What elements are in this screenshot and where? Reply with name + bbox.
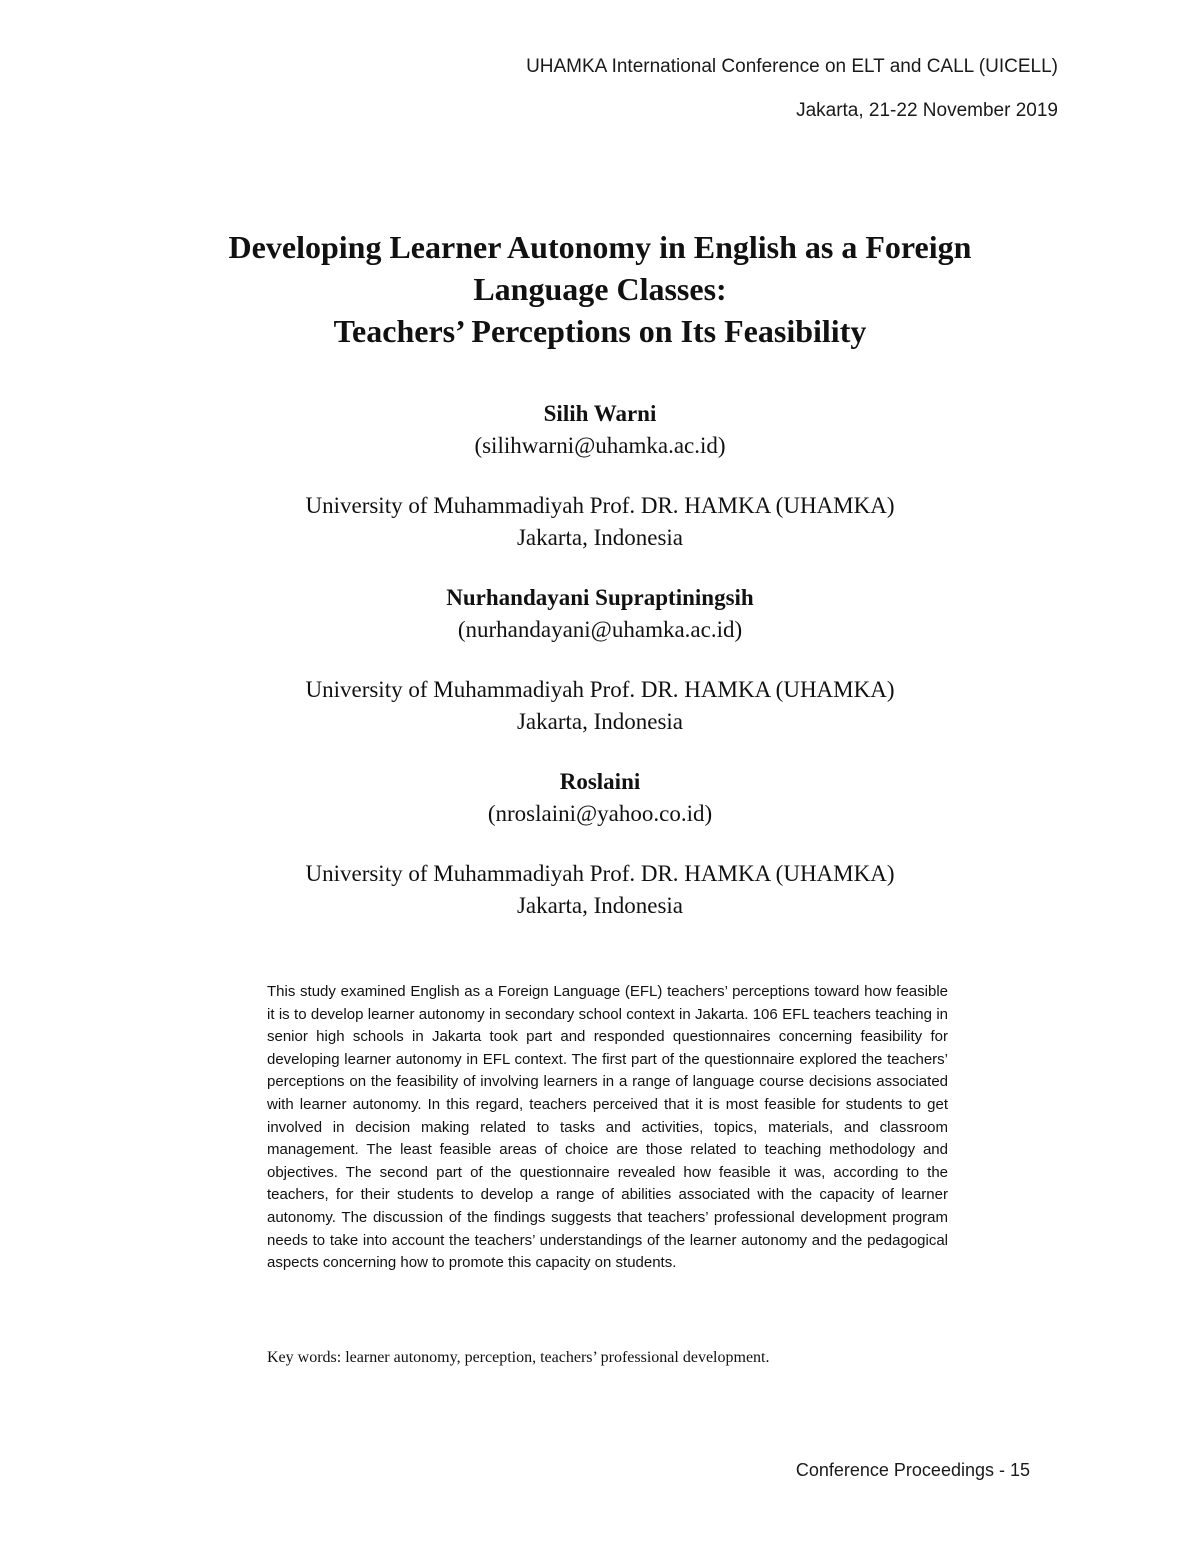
running-header-date: Jakarta, 21-22 November 2019 (796, 100, 1058, 121)
author-name: Roslaini (559, 769, 641, 794)
author-location: Jakarta, Indonesia (516, 709, 684, 734)
author-name: Silih Warni (543, 401, 657, 426)
author-email: (nroslaini@yahoo.co.id) (487, 801, 713, 826)
author-email: (silihwarni@uhamka.ac.id) (474, 433, 726, 458)
author-block (100, 766, 1100, 922)
author-block (100, 582, 1100, 738)
author-affiliation: University of Muhammadiyah Prof. DR. HAMKA (UHAMKA) (305, 493, 895, 518)
page-footer: Conference Proceedings - 15 (795, 1460, 1030, 1480)
running-header-conference: UHAMKA International Conference on ELT and CALL (UICELL) (526, 56, 1058, 77)
author-affiliation: University of Muhammadiyah Prof. DR. HAMKA (UHAMKA) (305, 677, 895, 702)
paper-title-line-2: Language Classes: (473, 271, 727, 307)
author-affiliation: University of Muhammadiyah Prof. DR. HAMKA (UHAMKA) (305, 861, 895, 886)
author-name: Nurhandayani Supraptiningsih (446, 585, 754, 610)
author-block (100, 398, 1100, 554)
paper-title-line-1: Developing Learner Autonomy in English as a Foreign (228, 229, 972, 265)
author-list (100, 398, 1100, 950)
author-location: Jakarta, Indonesia (516, 525, 684, 550)
paper-title (100, 226, 1100, 352)
author-location: Jakarta, Indonesia (516, 893, 684, 918)
keywords: Key words: learner autonomy, perception, teachers’ professional development. (267, 1349, 770, 1366)
abstract-text: This study examined English as a Foreign Language (EFL) teachers’ perceptions toward how feasible it is to develop learner autonomy in secondary school context in Jakarta. 106 EFL teachers teaching in senior high schools in Jakarta took part and responded questionnaires concerning feasibility for developing learner autonomy in EFL context. The first part of the questionnaire explored the teachers’ perceptions on the feasibility of involving learners in a range of language course decisions associated with learner autonomy. In this regard, teachers perceived that it is most feasible for students to get involved in decision making related to tasks and activities, topics, materials, and classroom management. The least feasible areas of choice are those related to teaching methodology and objectives. The second part of the questionnaire revealed how feasible it was, according to the teachers, for their students to develop a range of abilities associated with the capacity of learner autonomy. The discussion of the findings suggests that teachers’ professional development program needs to take into account the teachers’ understandings of the learner autonomy and the pedagogical aspects concerning how to promote this capacity on students. (267, 983, 948, 1272)
paper-title-line-3: Teachers’ Perceptions on Its Feasibility (333, 313, 867, 349)
author-email: (nurhandayani@uhamka.ac.id) (457, 617, 743, 642)
